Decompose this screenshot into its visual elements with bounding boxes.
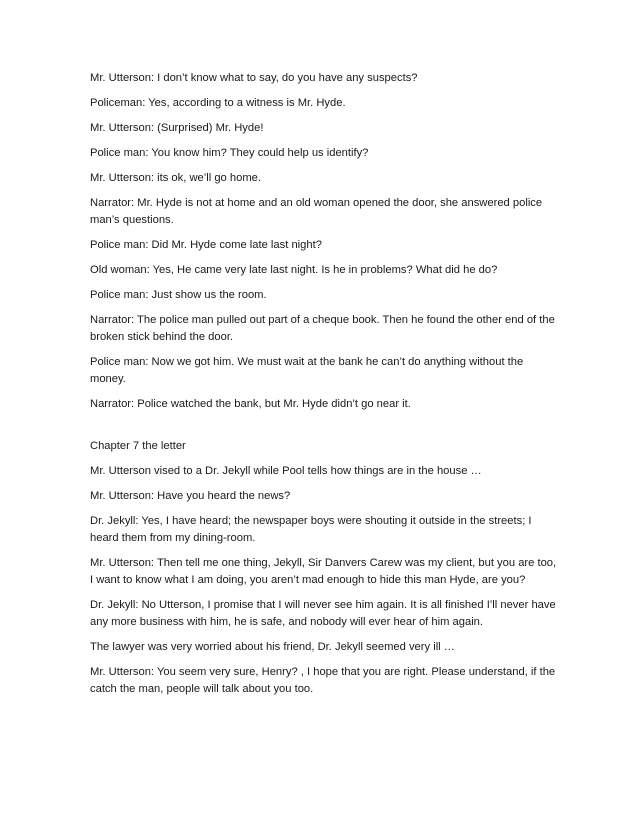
paragraph: Narrator: The police man pulled out part of a cheque book. Then he found the other end of the broken stick behind the door.: [90, 314, 555, 343]
paragraph: Police man: Did Mr. Hyde come late last night?: [90, 239, 322, 251]
paragraph: Mr. Utterson: (Surprised) Mr. Hyde!: [90, 122, 264, 134]
paragraph: The lawyer was very worried about his friend, Dr. Jekyll seemed very ill …: [90, 641, 455, 653]
paragraph: Dr. Jekyll: No Utterson, I promise that I will never see him again. It is all finished I’ll never have any more business with him, he is safe, and nobody will ever hear of him again.: [90, 599, 556, 628]
paragraph: Narrator: Police watched the bank, but Mr. Hyde didn’t go near it.: [90, 398, 411, 410]
paragraph: Narrator: Mr. Hyde is not at home and an old woman opened the door, she answered police man’s questions.: [90, 197, 543, 226]
chapter-heading: Chapter 7 the letter: [90, 440, 186, 452]
paragraph: Mr. Utterson: I don’t know what to say, do you have any suspects?: [90, 72, 418, 84]
paragraph: Policeman: Yes, according to a witness is Mr. Hyde.: [90, 97, 346, 109]
paragraph: Police man: Now we got him. We must wait at the bank he can’t do anything without the money.: [90, 356, 524, 385]
paragraph: Old woman: Yes, He came very late last night. Is he in problems? What did he do?: [90, 264, 498, 276]
section-spacer: [90, 421, 560, 438]
paragraph: Police man: You know him? They could help us identify?: [90, 147, 369, 159]
paragraph: Mr. Utterson: its ok, we’ll go home.: [90, 172, 261, 184]
paragraph: Mr. Utterson vised to a Dr. Jekyll while Pool tells how things are in the house …: [90, 465, 482, 477]
paragraph: Mr. Utterson: You seem very sure, Henry? , I hope that you are right. Please understand, if the catch the man, people will talk about you too.: [90, 666, 556, 695]
paragraph: Mr. Utterson: Then tell me one thing, Jekyll, Sir Danvers Carew was my client, but you are too, I want to know what I am doing, you aren’t mad enough to hide this man Hyde, are you?: [90, 557, 557, 586]
paragraph: Police man: Just show us the room.: [90, 289, 267, 301]
paragraph: Dr. Jekyll: Yes, I have heard; the newspaper boys were shouting it outside in the streets; I heard them from my dining-room.: [90, 515, 532, 544]
document-body: [90, 70, 560, 706]
paragraph: Mr. Utterson: Have you heard the news?: [90, 490, 291, 502]
